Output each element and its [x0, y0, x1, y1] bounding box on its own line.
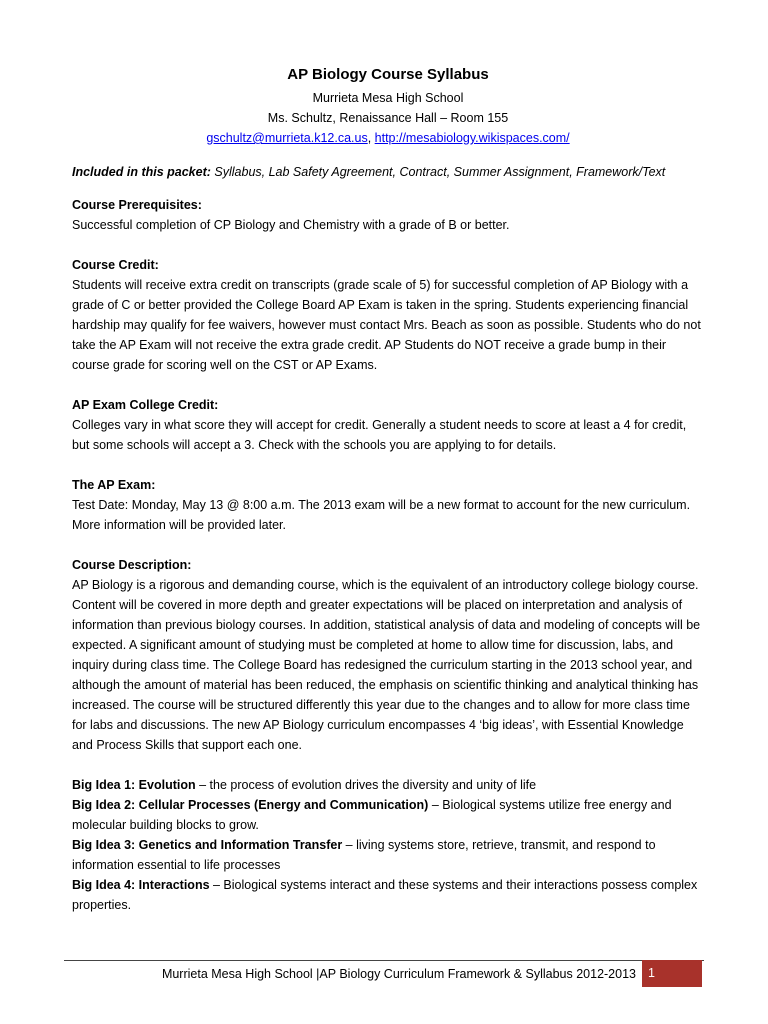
footer-text: Murrieta Mesa High School |AP Biology Curriculum Framework & Syllabus 2012-2013: [161, 967, 636, 981]
page-title: AP Biology Course Syllabus: [287, 66, 489, 83]
link-separator: ,: [367, 131, 375, 145]
section-heading: Course Credit:: [72, 257, 159, 272]
big-idea-text: – Biological systems utilize free energy and molecular building blocks to grow.: [72, 797, 672, 832]
page-number: 1: [648, 966, 655, 980]
document-content: [72, 64, 704, 915]
big-idea-title: Big Idea 3: Genetics and Information Transfer: [72, 837, 343, 852]
section-body: Successful completion of CP Biology and Chemistry with a grade of B or better.: [72, 217, 510, 232]
section-ap-exam: [72, 475, 704, 535]
section-body: Test Date: Monday, May 13 @ 8:00 a.m. The 2013 exam will be a new format to account for the new curriculum. More information will be provided later.: [72, 497, 691, 532]
section-prerequisites: [72, 195, 704, 235]
big-idea-text: – the process of evolution drives the diversity and unity of life: [195, 777, 537, 792]
section-heading: Course Description:: [72, 557, 192, 572]
big-idea-2: [72, 795, 704, 835]
included-label: Included in this packet:: [72, 165, 211, 179]
footer-divider: [64, 960, 704, 961]
section-body: Colleges vary in what score they will accept for credit. Generally a student needs to score at least a 4 for credit, but some schools will accept a 3. Check with the schools you are applying to for details.: [72, 417, 687, 452]
section-body: Students will receive extra credit on transcripts (grade scale of 5) for successful completion of AP Biology with a grade of C or better provided the College Board AP Exam is taken in the spring. Students experiencing financial hardship may qualify for fee waivers, however must contact Mrs. Beach as soon as possible. Students who do not take the AP Exam will not receive the extra grade credit. AP Students do NOT receive a grade bump in their course grade for scoring well on the CST or AP Exams.: [72, 277, 701, 372]
big-idea-text: – living systems store, retrieve, transmit, and respond to information essential to life processes: [72, 837, 656, 872]
section-course-description: [72, 555, 704, 755]
big-idea-title: Big Idea 2: Cellular Processes (Energy and Communication): [72, 797, 429, 812]
big-idea-title: Big Idea 4: Interactions: [72, 877, 210, 892]
big-ideas-list: [72, 775, 704, 915]
section-heading: The AP Exam:: [72, 477, 156, 492]
big-idea-1: [72, 775, 704, 795]
page-number-box: [642, 960, 702, 987]
website-link[interactable]: http://mesabiology.wikispaces.com/: [374, 131, 570, 145]
email-link[interactable]: gschultz@murrieta.k12.ca.us: [206, 131, 368, 145]
teacher-room: Ms. Schultz, Renaissance Hall – Room 155: [267, 111, 509, 125]
big-idea-3: [72, 835, 704, 875]
section-body: AP Biology is a rigorous and demanding course, which is the equivalent of an introductory college biology course. Content will be covered in more depth and greater expectations will be placed on interpretation and analysis of information than previous biology courses. In addition, statistical analysis of data and modeling of concepts will be expected. A significant amount of studying must be completed at home to allow time for discussion, labs, and inquiry during class time. The College Board has redesigned the curriculum starting in the 2013 school year, and although the amount of material has been reduced, the emphasis on scientific thinking and analytical thinking has increased. The course will be structured differently this year due to the changes and to allow for more class time for labs and discussions. The new AP Biology curriculum encompasses 4 ‘big ideas’, with Essential Knowledge and Process Skills that support each one.: [72, 577, 701, 752]
syllabus-header: [72, 64, 704, 148]
section-heading: Course Prerequisites:: [72, 197, 202, 212]
school-name: Murrieta Mesa High School: [312, 91, 464, 105]
included-items: Syllabus, Lab Safety Agreement, Contract, Summer Assignment, Framework/Text: [214, 165, 666, 179]
section-college-credit: [72, 395, 704, 455]
big-idea-text: – Biological systems interact and these systems and their interactions possess complex properties.: [72, 877, 698, 912]
section-heading: AP Exam College Credit:: [72, 397, 219, 412]
section-course-credit: [72, 255, 704, 375]
included-in-packet: [72, 162, 704, 182]
contact-links: [72, 128, 704, 148]
big-idea-4: [72, 875, 704, 915]
big-idea-title: Big Idea 1: Evolution: [72, 777, 196, 792]
